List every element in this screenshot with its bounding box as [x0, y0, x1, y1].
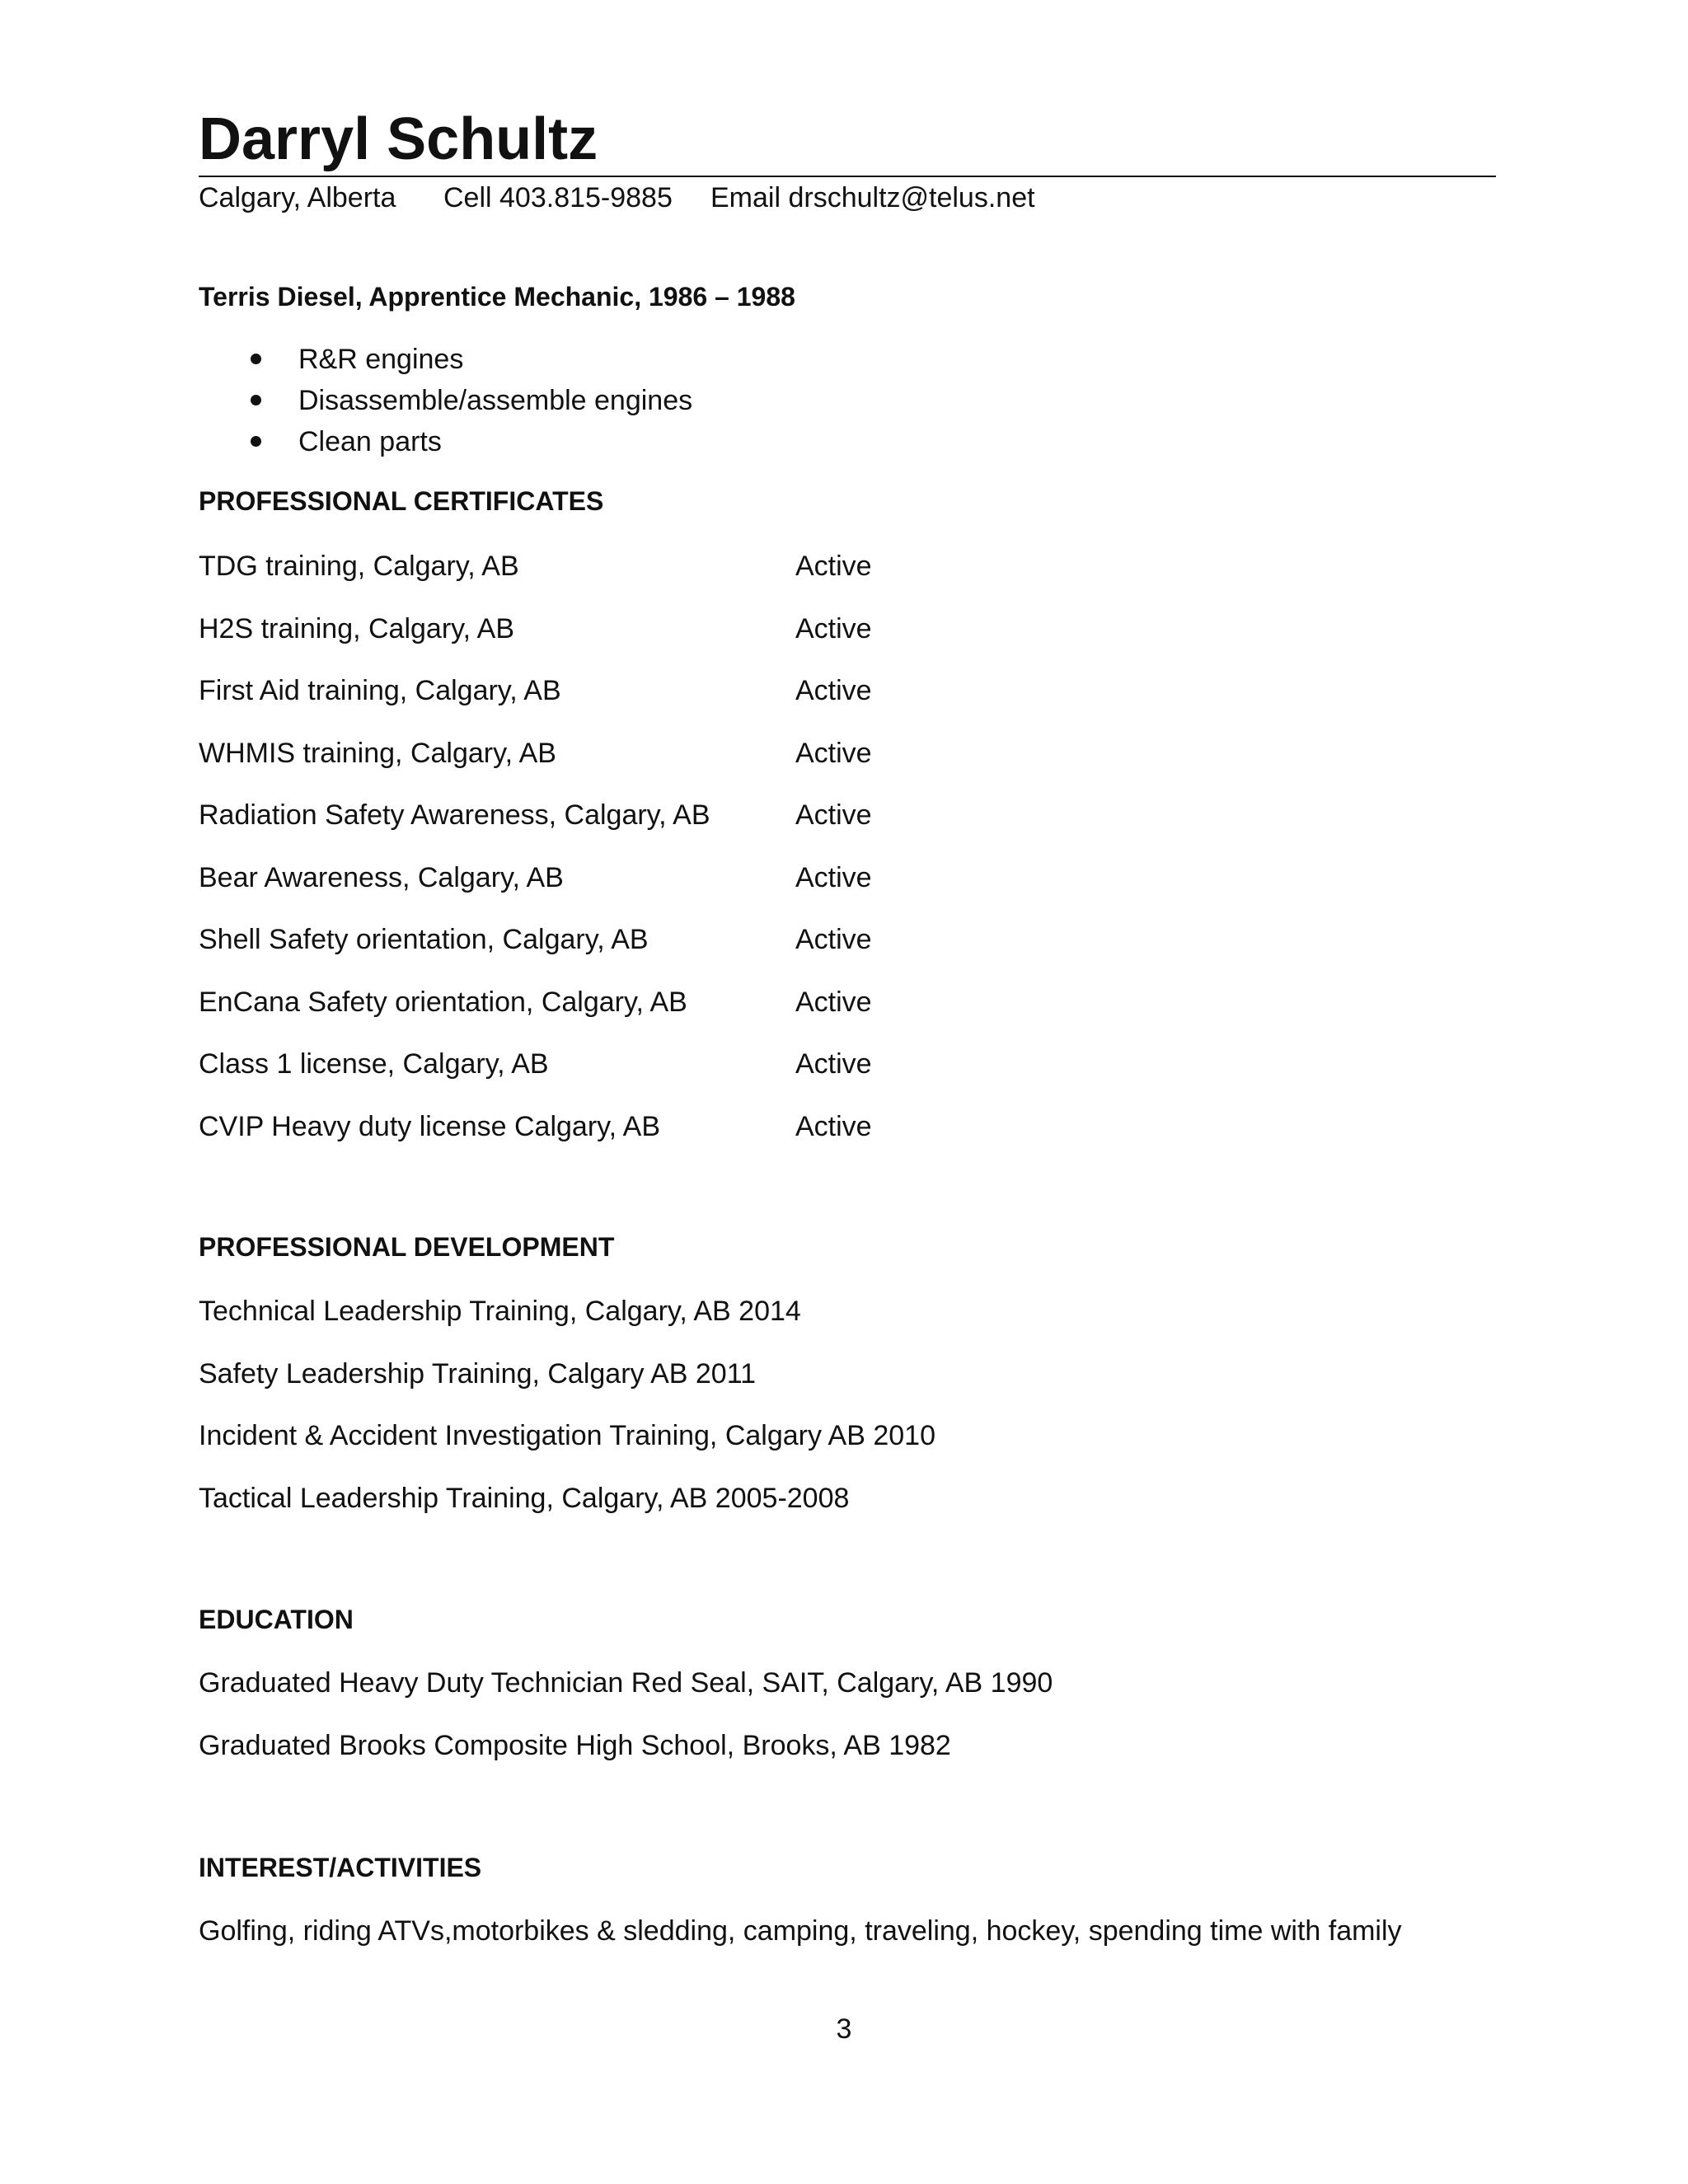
certificate-name: Class 1 license, Calgary, AB — [199, 1048, 549, 1080]
certificate-row — [199, 735, 872, 798]
certificate-status: Active — [795, 737, 872, 769]
certificate-name: First Aid training, Calgary, AB — [199, 675, 561, 706]
certificate-row — [199, 1108, 872, 1171]
applicant-name: Darryl Schultz — [199, 106, 598, 172]
certificate-status: Active — [795, 861, 872, 893]
certificate-name: WHMIS training, Calgary, AB — [199, 737, 556, 769]
education-heading: EDUCATION — [199, 1605, 354, 1634]
development-item: Technical Leadership Training, Calgary, AB 2014 — [199, 1296, 801, 1327]
certificate-row — [199, 860, 872, 922]
contact-line — [199, 180, 1035, 216]
certificate-status: Active — [795, 799, 872, 831]
education-item: Graduated Heavy Duty Technician Red Seal, SAIT, Calgary, AB 1990 — [199, 1667, 1053, 1699]
certificate-status: Active — [795, 675, 872, 706]
development-item: Safety Leadership Training, Calgary AB 2011 — [199, 1357, 757, 1390]
job-title: Terris Diesel, Apprentice Mechanic, 1986 – 1988 — [199, 282, 795, 312]
bullet-icon — [251, 395, 261, 405]
education-list — [199, 1665, 1053, 1789]
contact-email: Email drschultz@telus.net — [710, 182, 1035, 213]
page-number: 3 — [836, 2013, 852, 2045]
header-divider — [199, 176, 1496, 177]
certificate-row — [199, 673, 872, 735]
job-duty: Clean parts — [199, 424, 692, 465]
certificate-status: Active — [795, 924, 872, 955]
certificate-status: Active — [795, 1110, 872, 1142]
interests-heading: INTEREST/ACTIVITIES — [199, 1853, 482, 1882]
bullet-icon — [251, 436, 261, 447]
development-list — [199, 1293, 935, 1542]
job-duty: R&R engines — [199, 341, 692, 382]
certificate-name: TDG training, Calgary, AB — [199, 551, 519, 582]
bullet-icon — [251, 354, 261, 364]
certificates-heading: PROFESSIONAL CERTIFICATES — [199, 486, 604, 516]
development-heading: PROFESSIONAL DEVELOPMENT — [199, 1232, 615, 1262]
certificate-status: Active — [795, 986, 872, 1018]
job-duty: Disassemble/assemble engines — [199, 382, 692, 424]
certificate-row — [199, 548, 872, 611]
contact-location: Calgary, Alberta — [199, 182, 396, 213]
certificate-row — [199, 611, 872, 673]
education-item: Graduated Brooks Composite High School, Brooks, AB 1982 — [199, 1729, 951, 1761]
certificate-row — [199, 984, 872, 1047]
interests-text: Golfing, riding ATVs,motorbikes & sledding, camping, traveling, hockey, spending time with family — [199, 1915, 1402, 1947]
certificate-name: Bear Awareness, Calgary, AB — [199, 861, 564, 893]
certificate-name: Shell Safety orientation, Calgary, AB — [199, 924, 649, 955]
development-item: Incident & Accident Investigation Training, Calgary AB 2010 — [199, 1420, 935, 1451]
certificate-name: EnCana Safety orientation, Calgary, AB — [199, 986, 687, 1018]
contact-cell: Cell 403.815-9885 — [443, 182, 673, 213]
certificate-name: CVIP Heavy duty license Calgary, AB — [199, 1110, 661, 1142]
job-duties-list — [199, 341, 692, 465]
certificate-name: H2S training, Calgary, AB — [199, 612, 514, 644]
certificate-status: Active — [795, 551, 872, 582]
certificate-status: Active — [795, 612, 872, 644]
certificate-name: Radiation Safety Awareness, Calgary, AB — [199, 799, 710, 831]
certificate-row — [199, 1046, 872, 1108]
certificates-list — [199, 548, 872, 1170]
development-item: Tactical Leadership Training, Calgary, AB 2005-2008 — [199, 1482, 850, 1514]
certificate-status: Active — [795, 1048, 872, 1080]
certificate-row — [199, 797, 872, 860]
certificate-row — [199, 921, 872, 984]
